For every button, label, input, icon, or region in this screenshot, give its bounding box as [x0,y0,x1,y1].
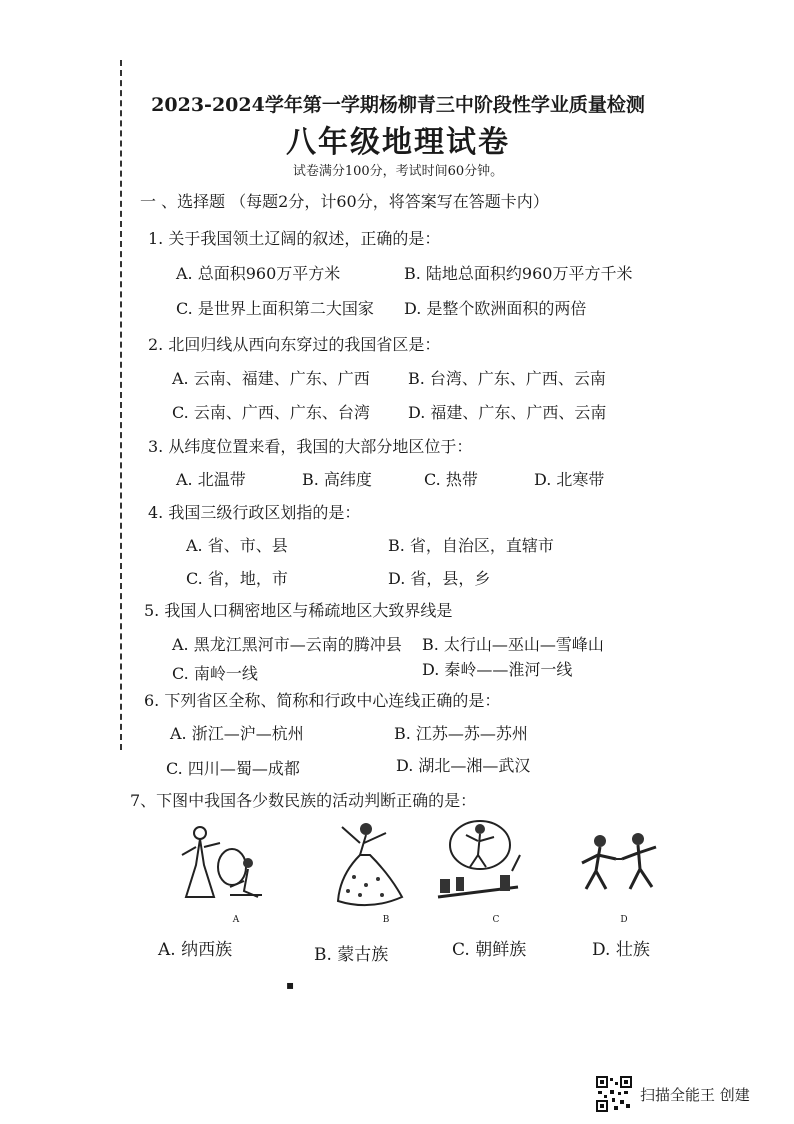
figure-letter-d: D [620,915,628,925]
question-4-option-a: A. 省、市、县 [186,536,288,555]
question-5-option-c: C. 南岭一线 [172,664,258,683]
question-1-option-c: C. 是世界上面积第二大国家 [176,299,374,318]
stray-mark: ▪ [286,978,295,992]
folk-activity-figure-c-icon [428,815,528,915]
folk-dance-figure-d-icon [570,815,670,915]
question-1-option-a: A. 总面积960万平方米 [176,264,341,283]
question-1-stem: 1. 关于我国领土辽阔的叙述，正确的是： [148,229,441,248]
question-3-stem: 3. 从纬度位置来看，我国的大部分地区位于： [148,437,473,456]
question-1-option-d: D. 是整个欧洲面积的两倍 [404,299,587,318]
question-3-option-b: B. 高纬度 [302,470,372,489]
question-6-stem: 6. 下列省区全称、简称和行政中心连线正确的是： [144,691,501,710]
question-3-option-c: C. 热带 [424,470,478,489]
exam-title-line2: 八年级地理试卷 [286,125,510,160]
question-3-option-d: D. 北寒带 [534,470,605,489]
question-6-option-a: A. 浙江—沪—杭州 [170,724,304,743]
exam-title-line1: 2023-2024学年第一学期杨柳青三中阶段性学业质量检测 [151,94,645,116]
scanner-app-credit: 扫描全能王 创建 [640,1086,750,1104]
answer-label-d: D. 壮族 [592,940,650,960]
question-3-option-a: A. 北温带 [176,470,246,489]
question-5-option-b: B. 太行山—巫山—雪峰山 [422,635,604,654]
question-2-option-b: B. 台湾、广东、广西、云南 [408,369,606,388]
question-2-option-d: D. 福建、广东、广西、云南 [408,403,607,422]
question-4-option-d: D. 省，县，乡 [388,569,491,588]
question-2-stem: 2. 北回归线从西向东穿过的我国省区是： [148,335,441,354]
answer-label-b: B. 蒙古族 [314,945,389,965]
question-4-option-b: B. 省，自治区，直辖市 [388,536,554,555]
ethnic-figures-row [170,815,680,925]
figure-letter-a: A [232,915,240,925]
exam-subtitle: 试卷满分100分，考试时间60分钟。 [292,164,504,179]
section-heading: 一 、选择题 （每题2分，计60分，将答案写在答题卡内） [140,192,549,211]
question-2-option-a: A. 云南、福建、广东、广西 [172,369,370,388]
question-5-stem: 5. 我国人口稠密地区与稀疏地区大致界线是 [144,601,453,620]
question-6-option-c: C. 四川—蜀—成都 [166,759,300,778]
question-4-option-c: C. 省，地，市 [186,569,288,588]
figure-letter-b: B [382,915,390,925]
question-6-option-d: D. 湖北—湘—武汉 [396,756,531,775]
question-2-option-c: C. 云南、广西、广东、台湾 [172,403,370,422]
question-7-stem: 7、下图中我国各少数民族的活动判断正确的是： [130,791,477,810]
figure-letter-c: C [492,915,500,925]
folk-dance-figure-b-icon [320,815,420,915]
qr-code-icon [596,1076,632,1112]
question-1-option-b: B. 陆地总面积约960万平方千米 [404,264,633,283]
answer-label-a: A. 纳西族 [158,940,233,960]
folk-dance-figure-a-icon [170,815,270,915]
question-4-stem: 4. 我国三级行政区划指的是： [148,503,361,522]
question-6-option-b: B. 江苏—苏—苏州 [394,724,528,743]
question-5-option-d: D. 秦岭——淮河一线 [422,660,573,679]
question-5-option-a: A. 黑龙江黑河市—云南的腾冲县 [172,635,402,654]
answer-label-c: C. 朝鲜族 [452,940,527,960]
